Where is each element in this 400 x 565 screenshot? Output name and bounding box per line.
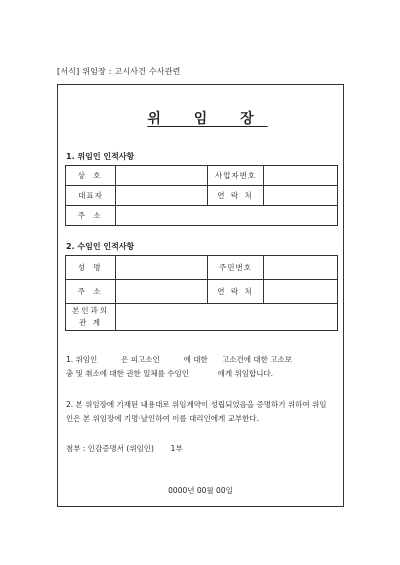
document-title	[58, 108, 343, 128]
label-representative: 대표자	[66, 186, 116, 206]
label-relationship-line1: 본인과의	[72, 306, 109, 315]
label-business-number: 사업자번호	[208, 166, 264, 186]
para2-line2-text: 인은 본 위임장에 기명·날인하여 이를 대리인에게 교부한다.	[66, 414, 259, 423]
label-address: 주 소	[66, 206, 116, 226]
name-field[interactable]	[116, 256, 208, 280]
label-name: 성 명	[66, 256, 116, 280]
table-row	[66, 304, 338, 331]
para1-line1	[66, 353, 338, 367]
delegation-paragraph	[66, 353, 338, 381]
label-company-name: 상 호	[66, 166, 116, 186]
document-header: [서식] 위임장 : 고시사건 수사관련	[57, 67, 181, 76]
address-field[interactable]	[116, 206, 338, 226]
resident-number-field[interactable]	[264, 256, 338, 280]
table-row	[66, 256, 338, 280]
label-resident-number: 주민번호	[208, 256, 264, 280]
certification-paragraph	[66, 398, 338, 426]
table-row	[66, 206, 338, 226]
grantee-address-field[interactable]	[116, 280, 208, 304]
table-row	[66, 186, 338, 206]
label-grantee-address: 주 소	[66, 280, 116, 304]
para2-line2	[66, 412, 338, 426]
attachment-note: 첨부 : 인감증명서 (위임인) 1부	[66, 444, 183, 453]
document-frame	[57, 84, 344, 507]
para2-line1-text: 2. 본 위임장에 기재된 내용대로 위임계약이 성립되었음을 증명하기 위하여 위임	[66, 400, 327, 409]
business-number-field[interactable]	[264, 166, 338, 186]
para2-line1	[66, 398, 338, 412]
table-row	[66, 166, 338, 186]
document-title-text: 위 임 장	[147, 111, 268, 127]
grantee-info-table	[65, 255, 338, 331]
grantor-info-table	[65, 165, 338, 226]
label-grantee-contact: 연 락 처	[208, 280, 264, 304]
company-name-field[interactable]	[116, 166, 208, 186]
grantee-contact-field[interactable]	[264, 280, 338, 304]
relationship-field[interactable]	[116, 304, 338, 331]
table-row	[66, 280, 338, 304]
section-heading-grantee: 2. 수임인 인적사항	[66, 242, 135, 251]
representative-field[interactable]	[116, 186, 208, 206]
section-heading-grantor: 1. 위임인 인적사항	[66, 152, 135, 161]
para1-line1-text: 1. 위임인 은 피고소인 에 대한 고소건에 대한 고소보	[66, 355, 292, 364]
contact-field[interactable]	[264, 186, 338, 206]
para1-line2	[66, 367, 338, 381]
label-contact: 연 락 처	[208, 186, 264, 206]
document-date: 0000년 00월 00일	[168, 486, 233, 495]
label-relationship	[66, 304, 116, 331]
label-relationship-line2: 관 계	[79, 318, 102, 327]
para1-line2-text: 충 및 취소에 대한 권한 일체를 수임인 에게 위임합니다.	[66, 369, 274, 378]
